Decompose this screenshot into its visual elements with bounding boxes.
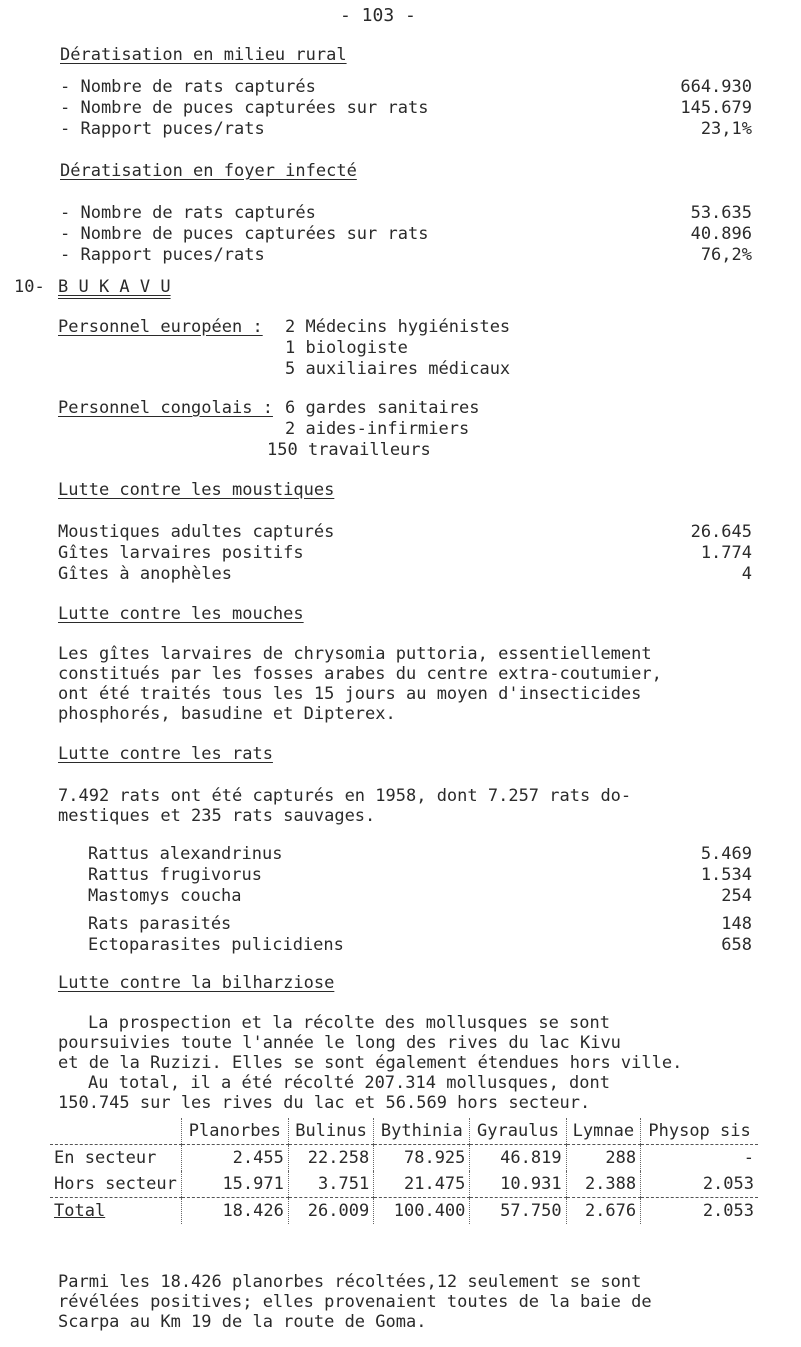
personnel-europeen-item: 5 auxiliaires médicaux — [285, 359, 511, 379]
mouches-line: constitués par les fosses arabes du centre extra-coutumier, — [58, 664, 662, 684]
table-header-cell: Bythinia — [374, 1118, 470, 1145]
foyer-row-label: - Nombre de rats capturés — [60, 203, 316, 223]
table-cell: 3.751 — [288, 1171, 373, 1198]
table-total-label: Total — [50, 1198, 181, 1225]
moustiques-row-label: Gîtes à anophèles — [58, 564, 232, 584]
table-cell: 2.455 — [181, 1145, 288, 1172]
table-cell: 46.819 — [470, 1145, 566, 1172]
table-row-label: Hors secteur — [54, 1174, 177, 1194]
heading-rats: Lutte contre les rats — [58, 744, 273, 764]
page-number: - 103 - — [340, 5, 416, 26]
table-total-cell: 2.053 — [641, 1198, 758, 1225]
heading-moustiques: Lutte contre les moustiques — [58, 480, 335, 500]
rural-row-label: - Nombre de rats capturés — [60, 77, 316, 97]
table-header-cell: Lymnae — [566, 1118, 641, 1145]
table-header-cell: Bulinus — [288, 1118, 373, 1145]
table-header-row — [50, 1118, 758, 1145]
table-row — [50, 1145, 758, 1172]
personnel-congolais-item: 150 travailleurs — [267, 440, 431, 460]
table-cell: 15.971 — [181, 1171, 288, 1198]
bilharziose-para-line: 150.745 sur les rives du lac et 56.569 hors secteur. — [58, 1093, 591, 1113]
rural-row-value: 23,1% — [700, 119, 752, 139]
rats-extra-label: Ectoparasites pulicidiens — [88, 935, 344, 955]
rats-species-value: 254 — [721, 886, 752, 906]
table-cell: 2.053 — [641, 1171, 758, 1198]
table-row-label: En secteur — [54, 1148, 157, 1168]
table-header-cell: Gyraulus — [470, 1118, 566, 1145]
table-total-row — [50, 1198, 758, 1225]
table-cell: 21.475 — [374, 1171, 470, 1198]
table-cell: 288 — [566, 1145, 641, 1172]
foyer-row-label: - Nombre de puces capturées sur rats — [60, 224, 429, 244]
heading-deratisation-foyer: Dératisation en foyer infecté — [60, 161, 357, 181]
foyer-row-value: 40.896 — [690, 224, 752, 244]
bilharziose-para-line: La prospection et la récolte des mollusques se sont — [88, 1013, 610, 1033]
table-total-cell: 26.009 — [288, 1198, 373, 1225]
foyer-row-label: - Rapport puces/rats — [60, 245, 265, 265]
rats-extra-value: 658 — [721, 935, 752, 955]
personnel-europeen-item: 1 biologiste — [285, 338, 408, 358]
table-cell: - — [641, 1145, 758, 1172]
moustiques-row-value: 26.645 — [690, 522, 752, 542]
conclusion-line: Scarpa au Km 19 de la route de Goma. — [58, 1312, 427, 1332]
moustiques-row-value: 1.774 — [700, 543, 752, 563]
section-number: 10- — [14, 277, 45, 297]
personnel-congolais-item: 6 gardes sanitaires — [285, 398, 480, 418]
rats-line: mestiques et 235 rats sauvages. — [58, 806, 376, 826]
foyer-row-value: 53.635 — [690, 203, 752, 223]
table-total-cell: 18.426 — [181, 1198, 288, 1225]
bilharziose-para-line: Au total, il a été récolté 207.314 mollusques, dont — [88, 1073, 610, 1093]
table-cell: 22.258 — [288, 1145, 373, 1172]
rats-extra-label: Rats parasités — [88, 914, 232, 934]
personnel-congolais-label: Personnel congolais : — [58, 398, 273, 418]
mollusques-table — [50, 1118, 758, 1224]
moustiques-row-label: Moustiques adultes capturés — [58, 522, 335, 542]
rats-species-label: Rattus frugivorus — [88, 865, 262, 885]
rats-species-value: 1.534 — [700, 865, 752, 885]
table-header-cell: Physop sis — [641, 1118, 758, 1145]
table-corner — [50, 1118, 181, 1145]
table-total-cell: 57.750 — [470, 1198, 566, 1225]
mouches-line: Les gîtes larvaires de chrysomia puttoria, essentiellement — [58, 644, 652, 664]
heading-deratisation-rural: Dératisation en milieu rural — [60, 45, 347, 65]
rats-extra-value: 148 — [721, 914, 752, 934]
personnel-europeen-item: 2 Médecins hygiénistes — [285, 317, 511, 337]
rats-species-label: Rattus alexandrinus — [88, 844, 283, 864]
bilharziose-para-line: poursuivies toute l'année le long des rives du lac Kivu — [58, 1033, 621, 1053]
table-total-cell: 100.400 — [374, 1198, 470, 1225]
moustiques-row-label: Gîtes larvaires positifs — [58, 543, 304, 563]
table-cell: 10.931 — [470, 1171, 566, 1198]
rats-species-label: Mastomys coucha — [88, 886, 242, 906]
conclusion-line: révélées positives; elles provenaient toutes de la baie de — [58, 1292, 652, 1312]
table-total-cell: 2.676 — [566, 1198, 641, 1225]
rural-row-value: 145.679 — [680, 98, 752, 118]
mouches-line: phosphorés, basudine et Dipterex. — [58, 704, 396, 724]
moustiques-row-value: 4 — [741, 564, 752, 584]
personnel-europeen-label: Personnel européen : — [58, 317, 263, 337]
bilharziose-para-line: et de la Ruzizi. Elles se sont également étendues hors ville. — [58, 1053, 683, 1073]
table-cell: 2.388 — [566, 1171, 641, 1198]
rural-row-label: - Rapport puces/rats — [60, 119, 265, 139]
table-header-cell: Planorbes — [181, 1118, 288, 1145]
table-row — [50, 1171, 758, 1198]
rats-species-value: 5.469 — [700, 844, 752, 864]
table-cell: 78.925 — [374, 1145, 470, 1172]
rural-row-value: 664.930 — [680, 77, 752, 97]
rural-row-label: - Nombre de puces capturées sur rats — [60, 98, 429, 118]
foyer-row-value: 76,2% — [700, 245, 752, 265]
section-title: B U K A V U — [58, 277, 171, 297]
personnel-congolais-item: 2 aides-infirmiers — [285, 419, 470, 439]
rats-line: 7.492 rats ont été capturés en 1958, dont 7.257 rats do- — [58, 786, 632, 806]
heading-mouches: Lutte contre les mouches — [58, 604, 304, 624]
mouches-line: ont été traités tous les 15 jours au moyen d'insecticides — [58, 684, 642, 704]
heading-bilharziose: Lutte contre la bilharziose — [58, 973, 335, 993]
conclusion-line: Parmi les 18.426 planorbes récoltées,12 seulement se sont — [58, 1272, 642, 1292]
